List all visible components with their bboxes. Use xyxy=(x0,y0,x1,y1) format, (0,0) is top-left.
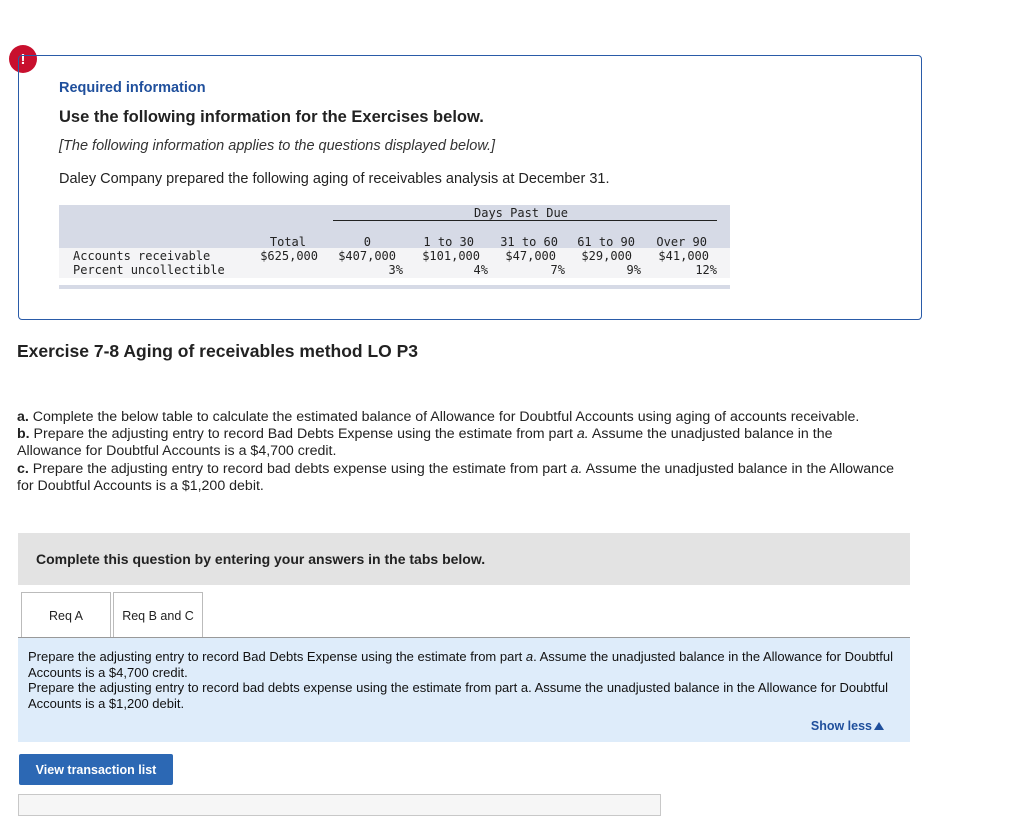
instruction-b-text: Prepare the adjusting entry to record Bad Debts Expense using the estimate from part xyxy=(29,426,577,443)
banner-text: Complete this question by entering your answers in the tabs below. xyxy=(36,551,486,567)
applies-note: [The following information applies to the questions displayed below.] xyxy=(59,138,496,154)
instruction-b-key: b. xyxy=(17,426,30,443)
row-label-pct: Percent uncollectible xyxy=(73,263,225,277)
col-header-over-90: Over 90 xyxy=(656,235,707,249)
show-less-label: Show less xyxy=(810,718,872,733)
ar-31-60: $47,000 xyxy=(505,249,556,263)
col-header-1-30: 1 to 30 xyxy=(423,235,474,249)
ar-61-90: $29,000 xyxy=(581,249,632,263)
use-info-title: Use the following information for the Exercises below. xyxy=(59,108,484,126)
pct-1-30: 4% xyxy=(473,263,488,277)
tab-req-a-label: Req A xyxy=(48,608,84,623)
pct-61-90: 9% xyxy=(626,263,641,277)
alert-icon: ! xyxy=(9,45,37,73)
triangle-up-icon xyxy=(874,722,884,730)
table-bottom-rule xyxy=(59,285,730,289)
intro-text: Daley Company prepared the following aging of receivables analysis at December 31. xyxy=(59,171,610,187)
instruction-c xyxy=(17,461,897,495)
instruction-c-text-after: Assume the unadjusted balance in the Allowance for Doubtful Accounts is a $1,200 debit. xyxy=(17,460,895,494)
tab-req-b-and-c-label: Req B and C xyxy=(122,608,194,623)
instruction-b xyxy=(17,426,897,460)
ar-over-90: $41,000 xyxy=(658,249,709,263)
instruction-a-key: a. xyxy=(17,409,29,425)
required-info-label: Required information xyxy=(59,80,206,96)
instruction-c-key: c. xyxy=(17,460,29,477)
pct-over-90: 12% xyxy=(695,263,717,277)
group-header: Days Past Due xyxy=(474,206,568,220)
req-b-c-panel xyxy=(18,638,910,742)
instruction-c-text: Prepare the adjusting entry to record bad debts expense using the estimate from part xyxy=(28,460,571,477)
ar-current: $407,000 xyxy=(338,249,396,263)
tab-req-a[interactable] xyxy=(21,592,111,638)
pct-current: 3% xyxy=(388,263,403,277)
group-header-rule xyxy=(333,220,717,221)
row-label-ar: Accounts receivable xyxy=(73,249,211,263)
req-panel-line-1 xyxy=(28,649,910,680)
ar-1-30: $101,000 xyxy=(422,249,480,263)
instruction-b-em: a. xyxy=(576,426,589,443)
show-less-link[interactable] xyxy=(811,719,884,735)
req-panel-line-2: Prepare the adjusting entry to record bad debts expense using the estimate from part a. Assume the unadjusted balance in the Allowance for Doubtful Accounts is a $1,200 debit. xyxy=(28,680,888,711)
col-header-61-90: 61 to 90 xyxy=(577,235,635,249)
tab-req-b-and-c[interactable] xyxy=(113,592,203,638)
req-panel-line-1-after: . Assume the unadjusted balance in the Allowance for Doubtful Accounts is a $4,700 credit. xyxy=(28,649,894,680)
col-header-current: 0 xyxy=(363,235,371,249)
col-header-31-60: 31 to 60 xyxy=(500,235,558,249)
view-transaction-list-label: View transaction list xyxy=(35,762,157,777)
req-panel-line-1-text: Prepare the adjusting entry to record Bad Debts Expense using the estimate from part xyxy=(28,649,526,664)
instruction-b-text-after: Assume the unadjusted balance in the Allowance for Doubtful Accounts is a $4,700 credit. xyxy=(17,426,833,460)
exercise-title: Exercise 7-8 Aging of receivables method LO P3 xyxy=(17,341,419,361)
instruction-c-em: a. xyxy=(570,460,583,477)
table-divider xyxy=(59,278,730,285)
view-transaction-list-button[interactable] xyxy=(19,754,173,785)
req-panel-line-1-em: a xyxy=(525,649,534,664)
instruction-a-text: Complete the below table to calculate the estimated balance of Allowance for Doubtful Accounts using aging of accounts receivable. xyxy=(28,409,860,425)
instructions xyxy=(17,409,897,495)
pct-31-60: 7% xyxy=(550,263,565,277)
journal-entry-table xyxy=(18,794,661,816)
complete-question-banner xyxy=(18,533,910,585)
instruction-a xyxy=(17,409,897,426)
ar-total: $625,000 xyxy=(260,249,318,263)
aging-table xyxy=(59,205,730,289)
col-header-total: Total xyxy=(269,235,306,249)
